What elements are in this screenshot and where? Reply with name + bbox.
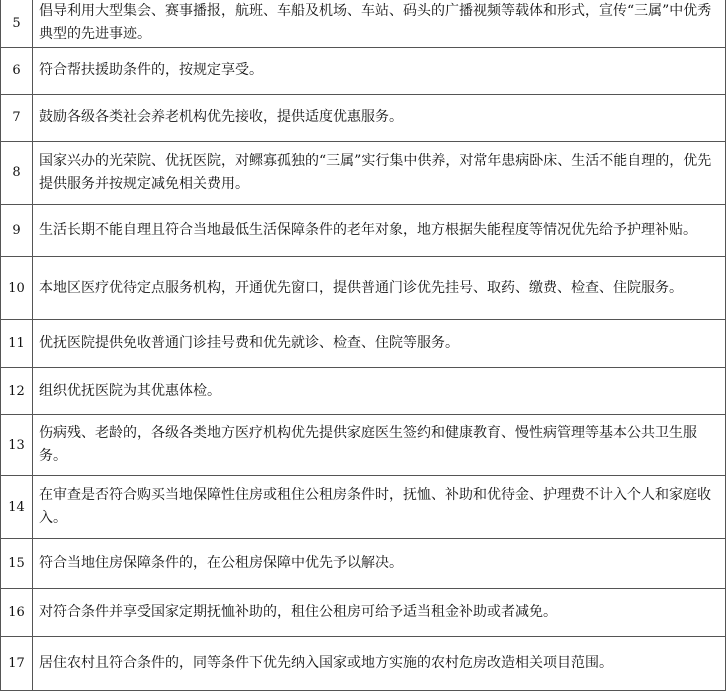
row-text: 生活长期不能自理且符合当地最低生活保障条件的老年对象，地方根据失能程度等情况优先给予护理补贴。 (33, 204, 726, 256)
row-text: 组织优抚医院为其优惠体检。 (33, 368, 726, 415)
row-number: 5 (1, 0, 33, 47)
table-row (1, 588, 726, 636)
row-number: 16 (1, 588, 33, 636)
row-number: 13 (1, 415, 33, 476)
row-number: 9 (1, 204, 33, 256)
table-row (1, 94, 726, 141)
table-row (1, 47, 726, 94)
table-row (1, 257, 726, 320)
row-number: 17 (1, 636, 33, 690)
row-text: 本地区医疗优待定点服务机构，开通优先窗口，提供普通门诊优先挂号、取药、缴费、检查、住院服务。 (33, 257, 726, 320)
row-number: 11 (1, 320, 33, 368)
benefits-table-body (1, 0, 726, 691)
row-number: 12 (1, 368, 33, 415)
row-number: 10 (1, 257, 33, 320)
row-text: 伤病残、老龄的，各级各类地方医疗机构优先提供家庭医生签约和健康教育、慢性病管理等基本公共卫生服务。 (33, 415, 726, 476)
row-text: 在审查是否符合购买当地保障性住房或租住公租房条件时，抚恤、补助和优待金、护理费不计入个人和家庭收入。 (33, 476, 726, 538)
row-text: 对符合条件并享受国家定期抚恤补助的，租住公租房可给予适当租金补助或者减免。 (33, 588, 726, 636)
row-text: 优抚医院提供免收普通门诊挂号费和优先就诊、检查、住院等服务。 (33, 320, 726, 368)
table-row (1, 141, 726, 204)
table-row (1, 368, 726, 415)
row-number: 6 (1, 47, 33, 94)
table-row (1, 476, 726, 538)
row-number: 15 (1, 538, 33, 588)
table-row (1, 538, 726, 588)
table-row (1, 0, 726, 47)
row-text: 国家兴办的光荣院、优抚医院，对鳏寡孤独的“三属”实行集中供养，对常年患病卧床、生活不能自理的，优先提供服务并按规定减免相关费用。 (33, 141, 726, 204)
row-text: 鼓励各级各类社会养老机构优先接收，提供适度优惠服务。 (33, 94, 726, 141)
row-number: 14 (1, 476, 33, 538)
table-row (1, 415, 726, 476)
row-text: 符合当地住房保障条件的，在公租房保障中优先予以解决。 (33, 538, 726, 588)
table-row (1, 636, 726, 690)
row-number: 8 (1, 141, 33, 204)
row-number: 7 (1, 94, 33, 141)
table-row (1, 320, 726, 368)
row-text: 居住农村且符合条件的，同等条件下优先纳入国家或地方实施的农村危房改造相关项目范围。 (33, 636, 726, 690)
row-text: 倡导利用大型集会、赛事播报，航班、车船及机场、车站、码头的广播视频等载体和形式，宣传“三属”中优秀典型的先进事迹。 (33, 0, 726, 47)
table-row (1, 204, 726, 256)
row-text: 符合帮扶援助条件的，按规定享受。 (33, 47, 726, 94)
